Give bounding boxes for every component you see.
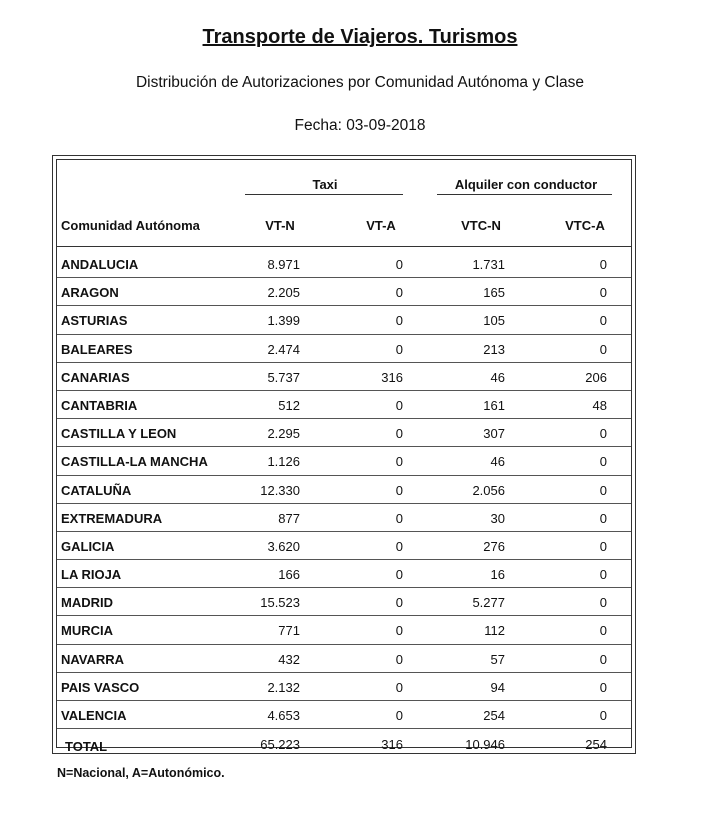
cell-vt-a: 0 <box>395 538 403 554</box>
table-row <box>57 616 631 644</box>
total-vt-a: 316 <box>381 737 403 752</box>
cell-vtc-n: 46 <box>490 369 505 385</box>
cell-comunidad: CANARIAS <box>61 369 130 385</box>
cell-vtc-a: 0 <box>599 454 607 470</box>
table-row <box>57 391 631 419</box>
cell-vtc-n: 2.056 <box>472 482 505 498</box>
cell-vtc-n: 161 <box>483 397 505 413</box>
cell-vtc-n: 94 <box>490 679 505 695</box>
cell-vtc-n: 112 <box>484 623 505 639</box>
cell-vtc-a: 0 <box>599 285 607 301</box>
cell-vtc-a: 0 <box>599 651 607 667</box>
cell-vt-a: 0 <box>395 567 403 583</box>
cell-vt-a: 0 <box>395 482 403 498</box>
row-divider <box>57 728 631 729</box>
cell-comunidad: PAIS VASCO <box>61 679 140 695</box>
cell-comunidad: ANDALUCIA <box>61 257 139 272</box>
cell-vt-n: 2.132 <box>267 679 300 695</box>
cell-comunidad: ARAGON <box>61 285 119 301</box>
cell-vtc-a: 0 <box>599 595 607 611</box>
document-title: Transporte de Viajeros. Turismos <box>202 26 518 48</box>
cell-comunidad: VALENCIA <box>61 708 127 723</box>
total-vtc-a: 254 <box>585 737 607 752</box>
cell-comunidad: ASTURIAS <box>61 313 128 329</box>
cell-vt-a: 0 <box>395 708 403 723</box>
cell-vt-a: 0 <box>395 454 403 470</box>
table-row <box>57 673 631 701</box>
cell-vt-a: 0 <box>395 679 403 695</box>
cell-comunidad: CANTABRIA <box>61 397 138 413</box>
cell-vt-n: 432 <box>278 651 300 667</box>
table-row <box>57 250 631 278</box>
cell-vt-n: 4.653 <box>267 708 300 723</box>
column-header-vtc-n: VTC-N <box>461 218 501 233</box>
cell-vtc-a: 0 <box>599 679 607 695</box>
table-row <box>57 560 631 588</box>
cell-comunidad: CATALUÑA <box>61 482 132 498</box>
cell-vtc-n: 30 <box>490 510 505 526</box>
total-vtc-n: 10.946 <box>465 737 505 752</box>
cell-vt-a: 0 <box>395 595 403 611</box>
column-header-vt-a: VT-A <box>366 218 396 233</box>
cell-vt-a: 0 <box>395 285 403 301</box>
total-label: TOTAL <box>65 739 108 754</box>
cell-comunidad: GALICIA <box>61 538 115 554</box>
cell-vt-n: 3.620 <box>267 538 300 554</box>
group-header-alquiler: Alquiler con conductor <box>454 177 598 192</box>
group-header-taxi: Taxi <box>312 177 338 192</box>
cell-vt-n: 166 <box>278 567 300 583</box>
cell-vt-a: 0 <box>395 341 403 357</box>
table-row <box>57 701 631 729</box>
document-date: Fecha: 03-09-2018 <box>294 117 426 134</box>
cell-vtc-a: 0 <box>599 567 607 583</box>
cell-vtc-a: 0 <box>599 341 607 357</box>
total-vt-n: 65.223 <box>260 737 300 752</box>
table-row <box>57 278 631 306</box>
group-rule-taxi <box>245 194 403 195</box>
cell-vtc-a: 0 <box>599 510 607 526</box>
cell-vt-n: 1.126 <box>267 454 300 470</box>
cell-vt-n: 8.971 <box>267 257 300 272</box>
table-row <box>57 335 631 363</box>
cell-vt-n: 771 <box>278 623 300 639</box>
table-row <box>57 363 631 391</box>
cell-vtc-n: 46 <box>490 454 505 470</box>
cell-vtc-a: 0 <box>599 426 607 442</box>
table-row <box>57 476 631 504</box>
table-body <box>57 250 631 729</box>
cell-vtc-a: 48 <box>592 397 607 413</box>
cell-vt-a: 0 <box>395 313 403 329</box>
cell-vtc-n: 57 <box>490 651 505 667</box>
table-row <box>57 504 631 532</box>
cell-vt-a: 0 <box>395 510 403 526</box>
table-row <box>57 306 631 334</box>
cell-vt-a: 0 <box>395 651 403 667</box>
cell-comunidad: BALEARES <box>61 341 133 357</box>
cell-comunidad: MURCIA <box>61 623 113 639</box>
cell-comunidad: LA RIOJA <box>61 567 122 583</box>
cell-vt-n: 15.523 <box>260 595 300 611</box>
cell-vt-n: 2.474 <box>267 341 300 357</box>
cell-vt-n: 512 <box>278 397 300 413</box>
cell-comunidad: MADRID <box>61 595 113 611</box>
document-subtitle: Distribución de Autorizaciones por Comunidad Autónoma y Clase <box>135 74 585 91</box>
table-row <box>57 588 631 616</box>
cell-comunidad: CASTILLA Y LEON <box>61 426 177 442</box>
column-header-vtc-a: VTC-A <box>565 218 605 233</box>
cell-vt-n: 2.295 <box>267 426 300 442</box>
total-row <box>57 732 631 754</box>
cell-comunidad: EXTREMADURA <box>61 510 163 526</box>
cell-vtc-a: 0 <box>599 482 607 498</box>
cell-vt-n: 2.205 <box>267 285 300 301</box>
footnote: N=Nacional, A=Autonómico. <box>57 766 225 780</box>
cell-vtc-n: 254 <box>483 708 505 723</box>
cell-vtc-a: 0 <box>599 313 607 329</box>
group-rule-alquiler <box>437 194 612 195</box>
header-rule <box>57 246 631 247</box>
cell-vtc-a: 0 <box>599 623 607 639</box>
cell-vtc-a: 0 <box>599 538 607 554</box>
cell-vtc-n: 307 <box>483 426 505 442</box>
table-row <box>57 447 631 475</box>
table-row <box>57 532 631 560</box>
cell-comunidad: CASTILLA-LA MANCHA <box>61 454 208 470</box>
cell-vtc-n: 165 <box>483 285 505 301</box>
cell-vt-a: 0 <box>395 623 403 639</box>
table-row <box>57 645 631 673</box>
cell-vt-a: 316 <box>381 369 403 385</box>
cell-vt-n: 12.330 <box>260 482 300 498</box>
cell-vtc-n: 213 <box>483 341 505 357</box>
table-row <box>57 419 631 447</box>
column-header-comunidad: Comunidad Autónoma <box>61 218 200 233</box>
column-header-vt-n: VT-N <box>265 218 295 233</box>
cell-vtc-n: 16 <box>490 567 505 583</box>
cell-vtc-a: 0 <box>599 257 607 272</box>
cell-vt-a: 0 <box>395 397 403 413</box>
cell-vtc-n: 276 <box>483 538 505 554</box>
cell-vt-n: 877 <box>278 510 300 526</box>
cell-vtc-a: 206 <box>585 369 607 385</box>
cell-vt-n: 5.737 <box>267 369 300 385</box>
cell-vtc-a: 0 <box>599 708 607 723</box>
cell-vtc-n: 5.277 <box>472 595 505 611</box>
cell-vt-a: 0 <box>395 257 403 272</box>
cell-vtc-n: 1.731 <box>472 257 505 272</box>
cell-vt-a: 0 <box>395 426 403 442</box>
cell-vtc-n: 105 <box>483 313 505 329</box>
cell-vt-n: 1.399 <box>267 313 300 329</box>
cell-comunidad: NAVARRA <box>61 651 125 667</box>
